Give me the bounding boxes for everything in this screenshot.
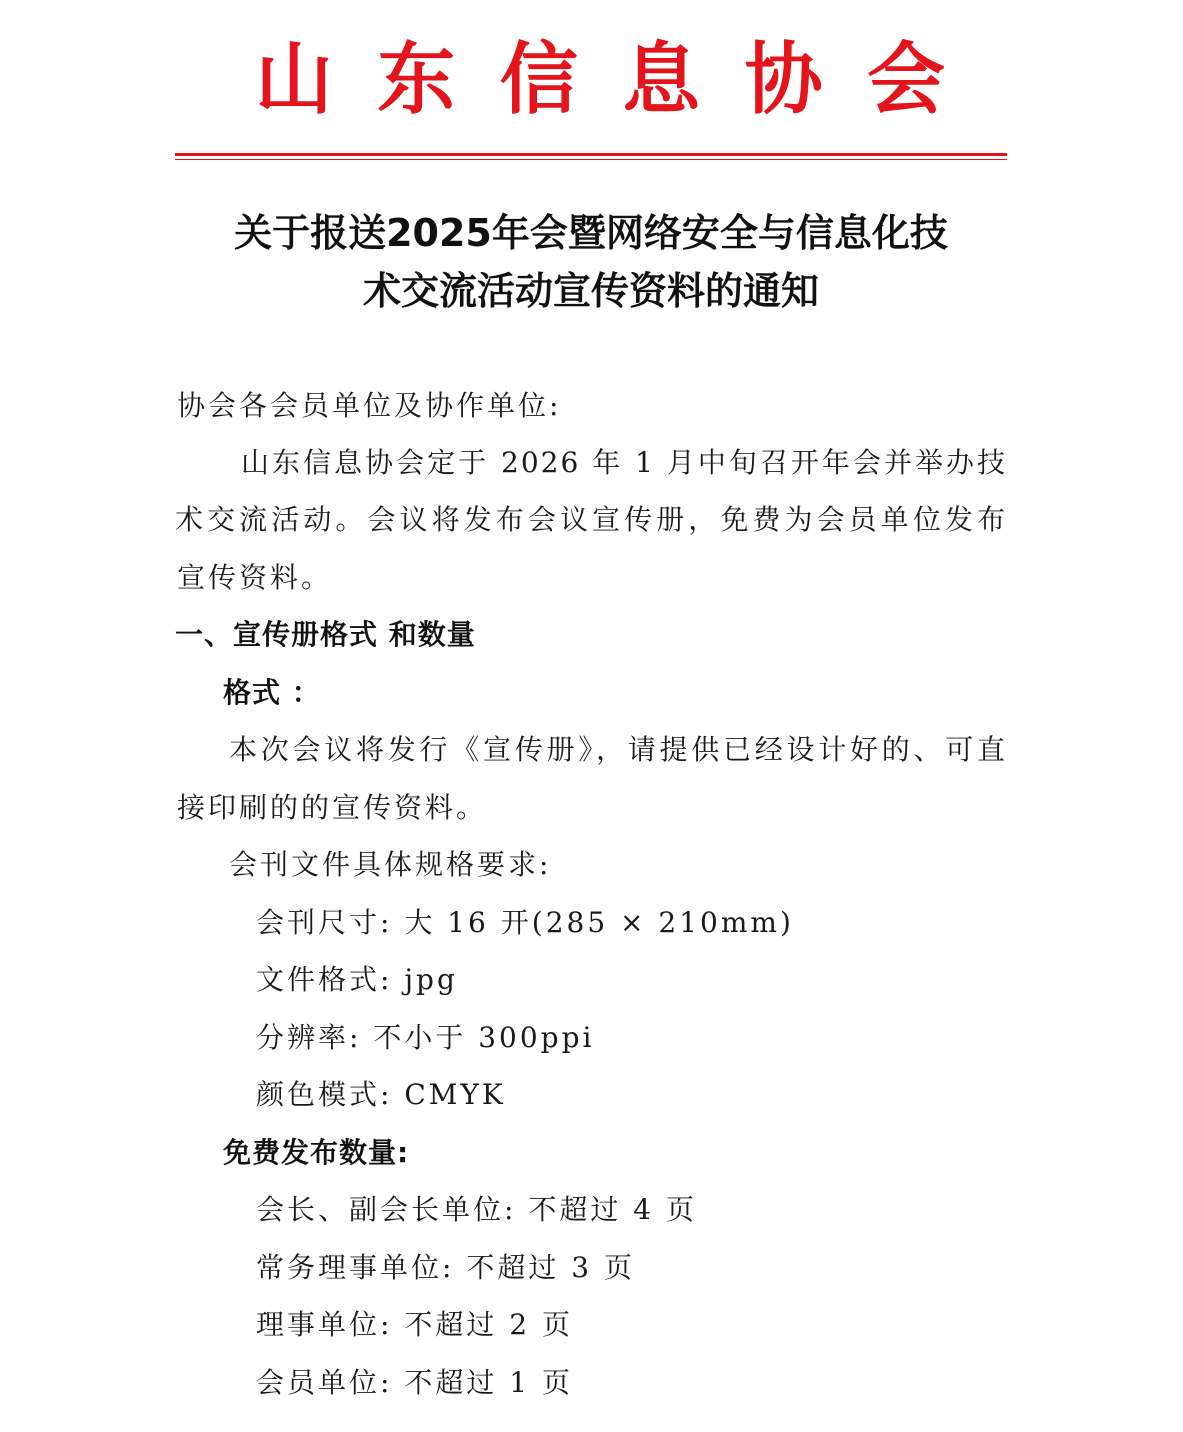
quota-item: 常务理事单位: 不超过 3 页 — [256, 1251, 635, 1284]
spec-item: 颜色模式: CMYK — [256, 1078, 506, 1111]
letterhead-char: 协 — [744, 35, 823, 125]
letterhead-char: 信 — [499, 35, 578, 125]
letterhead-char: 会 — [866, 35, 945, 125]
quota-item: 理事单位: 不超过 2 页 — [256, 1308, 573, 1341]
quota-item: 会员单位: 不超过 1 页 — [256, 1366, 573, 1399]
spec-intro: 会刊文件具体规格要求: — [229, 848, 552, 881]
letterhead — [175, 30, 1007, 130]
quota-item: 会长、副会长单位: 不超过 4 页 — [256, 1193, 697, 1226]
intro-line1: 山东信息协会定于 2026 年 1 月中旬召开年会并举办技 — [241, 446, 1007, 479]
letterhead-char: 东 — [377, 35, 456, 125]
intro-line2: 术交流活动。会议将发布会议宣传册，免费为会员单位发布 — [175, 503, 1007, 536]
letterhead-rule-thin — [175, 159, 1007, 160]
spec-item: 会刊尺寸: 大 16 开(285 × 210mm) — [256, 906, 794, 939]
document-title-line2: 术交流活动宣传资料的通知 — [362, 269, 819, 313]
salutation: 协会各会员单位及协作单位: — [177, 389, 562, 422]
section1-heading: 一、宣传册格式 和数量 — [175, 618, 476, 651]
spec-item: 文件格式: jpg — [256, 963, 458, 996]
document-title-line1: 关于报送2025年会暨网络安全与信息化技 — [234, 211, 948, 255]
format-text-line1: 本次会议将发行《宣传册》，请提供已经设计好的、可直 — [229, 733, 1007, 766]
quota-heading: 免费发布数量: — [223, 1136, 410, 1169]
intro-line3: 宣传资料。 — [177, 561, 333, 594]
letterhead-char: 息 — [622, 35, 701, 125]
letterhead-char: 山 — [255, 35, 334, 125]
spec-item: 分辨率: 不小于 300ppi — [256, 1021, 595, 1054]
format-heading: 格式 ： — [223, 676, 321, 709]
format-text-line2: 接印刷的的宣传资料。 — [177, 791, 488, 824]
letterhead-rule-thick — [175, 153, 1007, 156]
